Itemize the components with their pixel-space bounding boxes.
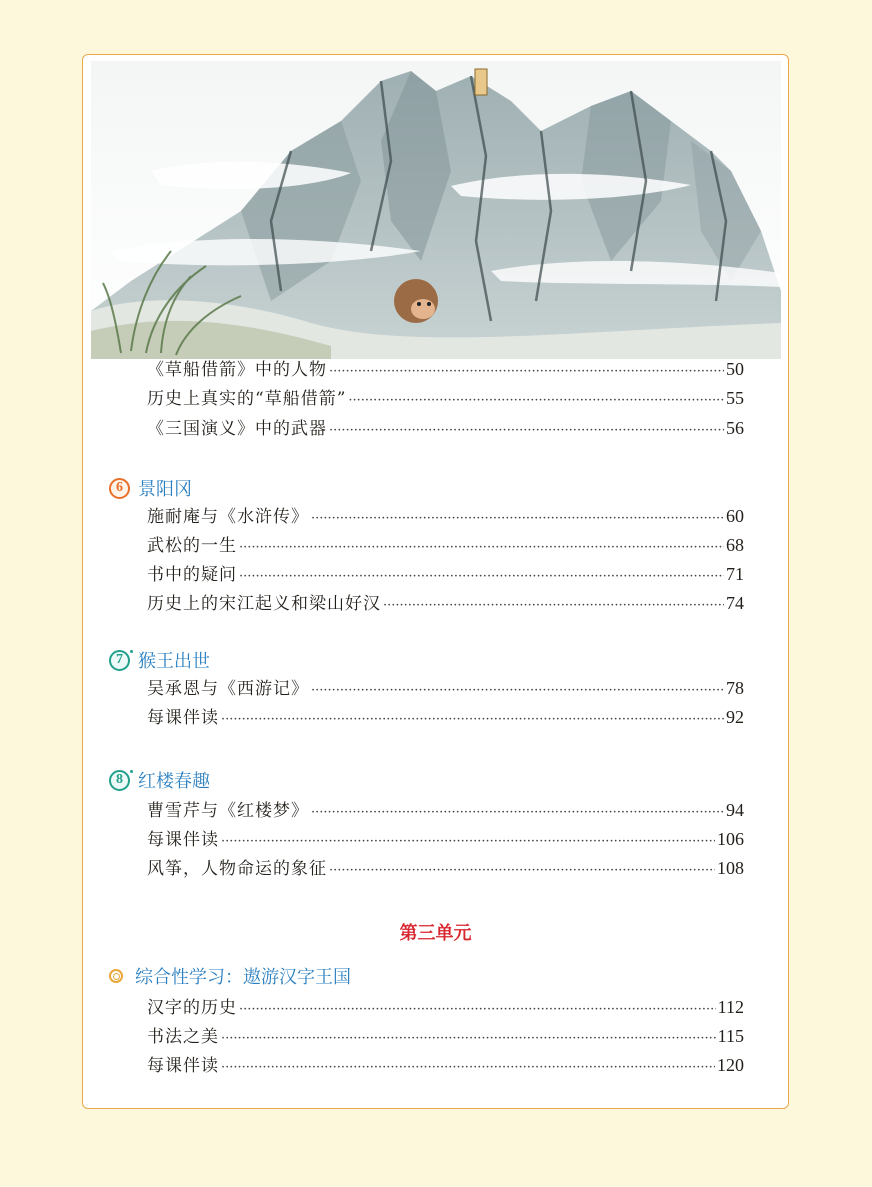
dot-leader — [348, 389, 724, 413]
dot-leader — [329, 419, 724, 443]
entry-page: 115 — [717, 1026, 744, 1046]
dot-leader — [239, 998, 716, 1022]
entry-title: 每课伴读 — [147, 830, 219, 850]
toc-entry[interactable] — [147, 591, 744, 618]
entry-title: 每课伴读 — [147, 708, 219, 728]
entry-page: 94 — [726, 800, 744, 820]
entry-title: 历史上的宋江起义和梁山好汉 — [147, 594, 381, 614]
toc-entry[interactable] — [147, 798, 744, 825]
toc-entry[interactable] — [147, 357, 744, 384]
entry-page: 106 — [717, 829, 744, 849]
lesson-heading-8[interactable] — [109, 767, 210, 793]
unit-three-title: 第三单元 — [399, 923, 472, 944]
lesson-title: 红楼春趣 — [138, 771, 210, 792]
dot-leader — [311, 679, 724, 703]
entry-title: 施耐庵与《水浒传》 — [147, 507, 309, 527]
toc-entry[interactable] — [147, 705, 744, 732]
entry-page: 108 — [717, 858, 744, 878]
entry-page: 68 — [726, 535, 744, 555]
toc-entry[interactable] — [147, 1053, 744, 1080]
toc-entry[interactable] — [147, 676, 744, 703]
entry-title: 吴承恩与《西游记》 — [147, 679, 309, 699]
entry-page: 120 — [717, 1055, 744, 1075]
dot-leader — [311, 801, 724, 825]
lesson-heading-7[interactable] — [109, 647, 210, 673]
double-circle-icon — [109, 969, 123, 983]
lesson-title: 景阳冈 — [138, 479, 192, 500]
entry-title: 风筝，人物命运的象征 — [147, 859, 327, 879]
toc-entry[interactable] — [147, 1024, 744, 1051]
entry-page: 92 — [726, 707, 744, 727]
entry-page: 56 — [726, 418, 744, 438]
entry-title: 历史上真实的“草船借箭” — [147, 389, 347, 409]
dot-leader — [329, 859, 715, 883]
toc-entry[interactable] — [147, 504, 744, 531]
lesson-number-badge: 8 — [109, 770, 130, 791]
dot-leader — [239, 536, 724, 560]
entry-title: 书中的疑问 — [147, 565, 237, 585]
table-of-contents — [83, 55, 788, 1108]
lesson-title: 猴王出世 — [138, 651, 210, 672]
toc-entry[interactable] — [147, 386, 744, 413]
dot-leader — [311, 507, 724, 531]
entry-page: 78 — [726, 678, 744, 698]
entry-page: 60 — [726, 506, 744, 526]
toc-entry[interactable] — [147, 562, 744, 589]
dot-leader — [221, 1027, 716, 1051]
section-heading[interactable] — [109, 963, 351, 989]
entry-title: 《草船借箭》中的人物 — [147, 360, 327, 380]
dot-leader — [383, 594, 724, 618]
dot-leader — [221, 708, 724, 732]
dot-leader — [221, 1056, 715, 1080]
dot-leader — [329, 360, 724, 384]
entry-page: 71 — [726, 564, 744, 584]
entry-title: 《三国演义》中的武器 — [147, 419, 327, 439]
lesson-number-badge: 7 — [109, 650, 130, 671]
entry-title: 每课伴读 — [147, 1056, 219, 1076]
lesson-heading-6[interactable] — [109, 475, 192, 501]
toc-card — [82, 54, 789, 1109]
entry-title: 汉字的历史 — [147, 998, 237, 1018]
entry-page: 74 — [726, 593, 744, 613]
entry-title: 书法之美 — [147, 1027, 219, 1047]
dot-leader — [221, 830, 715, 854]
entry-title: 曹雪芹与《红楼梦》 — [147, 801, 309, 821]
toc-entry[interactable] — [147, 856, 744, 883]
entry-title: 武松的一生 — [147, 536, 237, 556]
entry-page: 112 — [717, 997, 744, 1017]
toc-entry[interactable] — [147, 827, 744, 854]
dot-leader — [239, 565, 724, 589]
section-title: 综合性学习：遨游汉字王国 — [135, 967, 351, 988]
toc-entry[interactable] — [147, 995, 744, 1022]
entry-page: 55 — [726, 388, 744, 408]
toc-entry[interactable] — [147, 533, 744, 560]
entry-page: 50 — [726, 359, 744, 379]
lesson-number-badge: 6 — [109, 478, 130, 499]
toc-entry[interactable] — [147, 416, 744, 443]
